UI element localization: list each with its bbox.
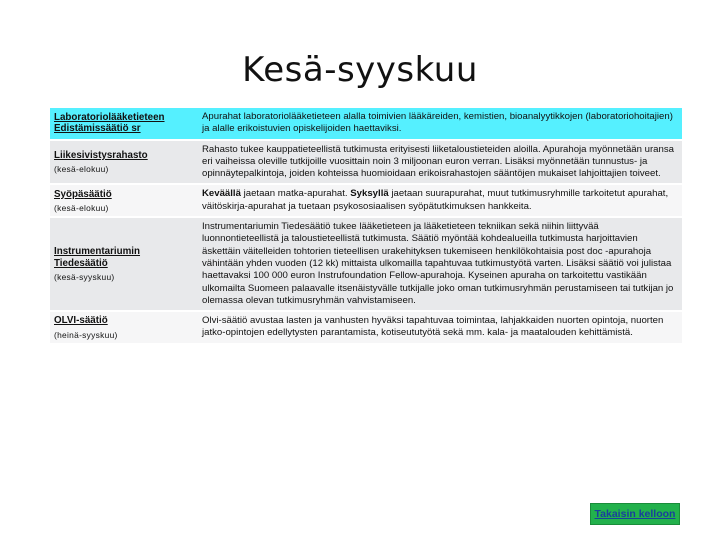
- fund-description-text: Olvi-säätiö avustaa lasten ja vanhusten hyväksi tapahtuvaa toimintaa, lahjakkaiden nuorten opintoja, nuorten jatko-opintojen edellytysten parantamista, kotiseututyötä sekä mm. kala- ja maatalouden kehittämistä.: [202, 315, 664, 339]
- fund-name-link[interactable]: Liikesivistysrahasto: [54, 149, 148, 161]
- back-to-clock-label: Takaisin kelloon: [594, 508, 676, 520]
- fund-description: [198, 185, 682, 216]
- funds-table: [50, 106, 682, 345]
- fund-name-cell: [50, 218, 198, 310]
- fund-name-link[interactable]: Syöpäsäätiö: [54, 188, 112, 200]
- fund-name-cell: [50, 185, 198, 216]
- fund-period: (kesä-syyskuu): [54, 272, 115, 283]
- fund-name-link[interactable]: Instrumentariumin Tiedesäätiö: [54, 246, 141, 269]
- fund-description-text: [202, 188, 668, 211]
- fund-description: [198, 312, 682, 343]
- fund-description-text: Rahasto tukee kauppatieteellistä tutkimusta erityisesti liiketaloustieteiden aloilla. Apurahoja myönnetään uransa eri vaiheissa oleville tutkijoille vuosittain noin 3 miljoonan euron verran. Lisäksi myönnetään tunnustus- ja opinnäytepalkintoja, joiden kohteissa huomioidaan erikoisrahastojen sääntöjen mukaiset lahjoittajien toiveet.: [202, 143, 674, 180]
- fund-description-text: Apurahat laboratoriolääketieteen alalla toimivien lääkäreiden, kemistien, bioanalyytikkojen (laboratoriohoitajien) ja alalle erikoistuvien opiskelijoiden haettaviksi.: [202, 111, 673, 135]
- fund-name-link[interactable]: OLVI-säätiö: [54, 315, 108, 327]
- fund-name-link[interactable]: Laboratoriolääketieteen Edistämissäätiö sr: [54, 111, 165, 135]
- table-row: [50, 141, 682, 184]
- table-row: [50, 312, 682, 343]
- desc-bold-spring: Keväällä: [202, 188, 241, 200]
- fund-period: (kesä-elokuu): [54, 203, 109, 214]
- desc-part: jaetaan suurapurahat, muut tutkimusryhmille tarkoitetut apurahat, väitöskirja-apurahat ja tuetaan psykososiaalisen syöpätutkimuksen hankkeita.: [202, 188, 669, 212]
- desc-bold-autumn: Syksyllä: [350, 188, 389, 200]
- table-row: [50, 185, 682, 216]
- fund-description: [198, 108, 682, 139]
- back-to-clock-button[interactable]: [590, 503, 680, 525]
- table-row: [50, 108, 682, 139]
- fund-description-text: Instrumentariumin Tiedesäätiö tukee lääketieteen ja lääketieteen tekniikan sekä niihin liittyvää luonnontieteellistä ja taloustieteellistä tutkimusta. Säätiö myöntää kohdealueilla tutkimusta harjoittavien äskettäin väitelleiden tohtorien tieteellisen urakehityksen tukemiseen henkilökohtaisia post doc -apurahoja vähintään yhden vuoden (12 kk) mittaista ulkomailla tapahtuvaa tutkimustyötä varten. Lisäksi säätiö voi julistaa haettavaksi 100 000 euron Instrufoundation Fellow-apurahoja. Kyseinen apuraha on tarkoitettu vastikään ulkomailta Suomeen palaavalle itsenäistyvälle tutkijalle joko oman tutkimusryhmän perustamiseen tai tutkijan jo olemassa olevan tutkimusryhmän vahvistamiseen.: [202, 221, 674, 306]
- table-row: [50, 218, 682, 310]
- fund-description: [198, 218, 682, 310]
- page-title: Kesä-syyskuu: [242, 50, 478, 90]
- fund-name-cell: [50, 312, 198, 343]
- fund-name-cell: [50, 108, 198, 139]
- fund-period: (heinä-syyskuu): [54, 329, 118, 340]
- desc-part: jaetaan matka-apurahat.: [240, 188, 351, 200]
- fund-name-cell: [50, 141, 198, 184]
- fund-period: (kesä-elokuu): [54, 164, 109, 175]
- fund-description: [198, 141, 682, 184]
